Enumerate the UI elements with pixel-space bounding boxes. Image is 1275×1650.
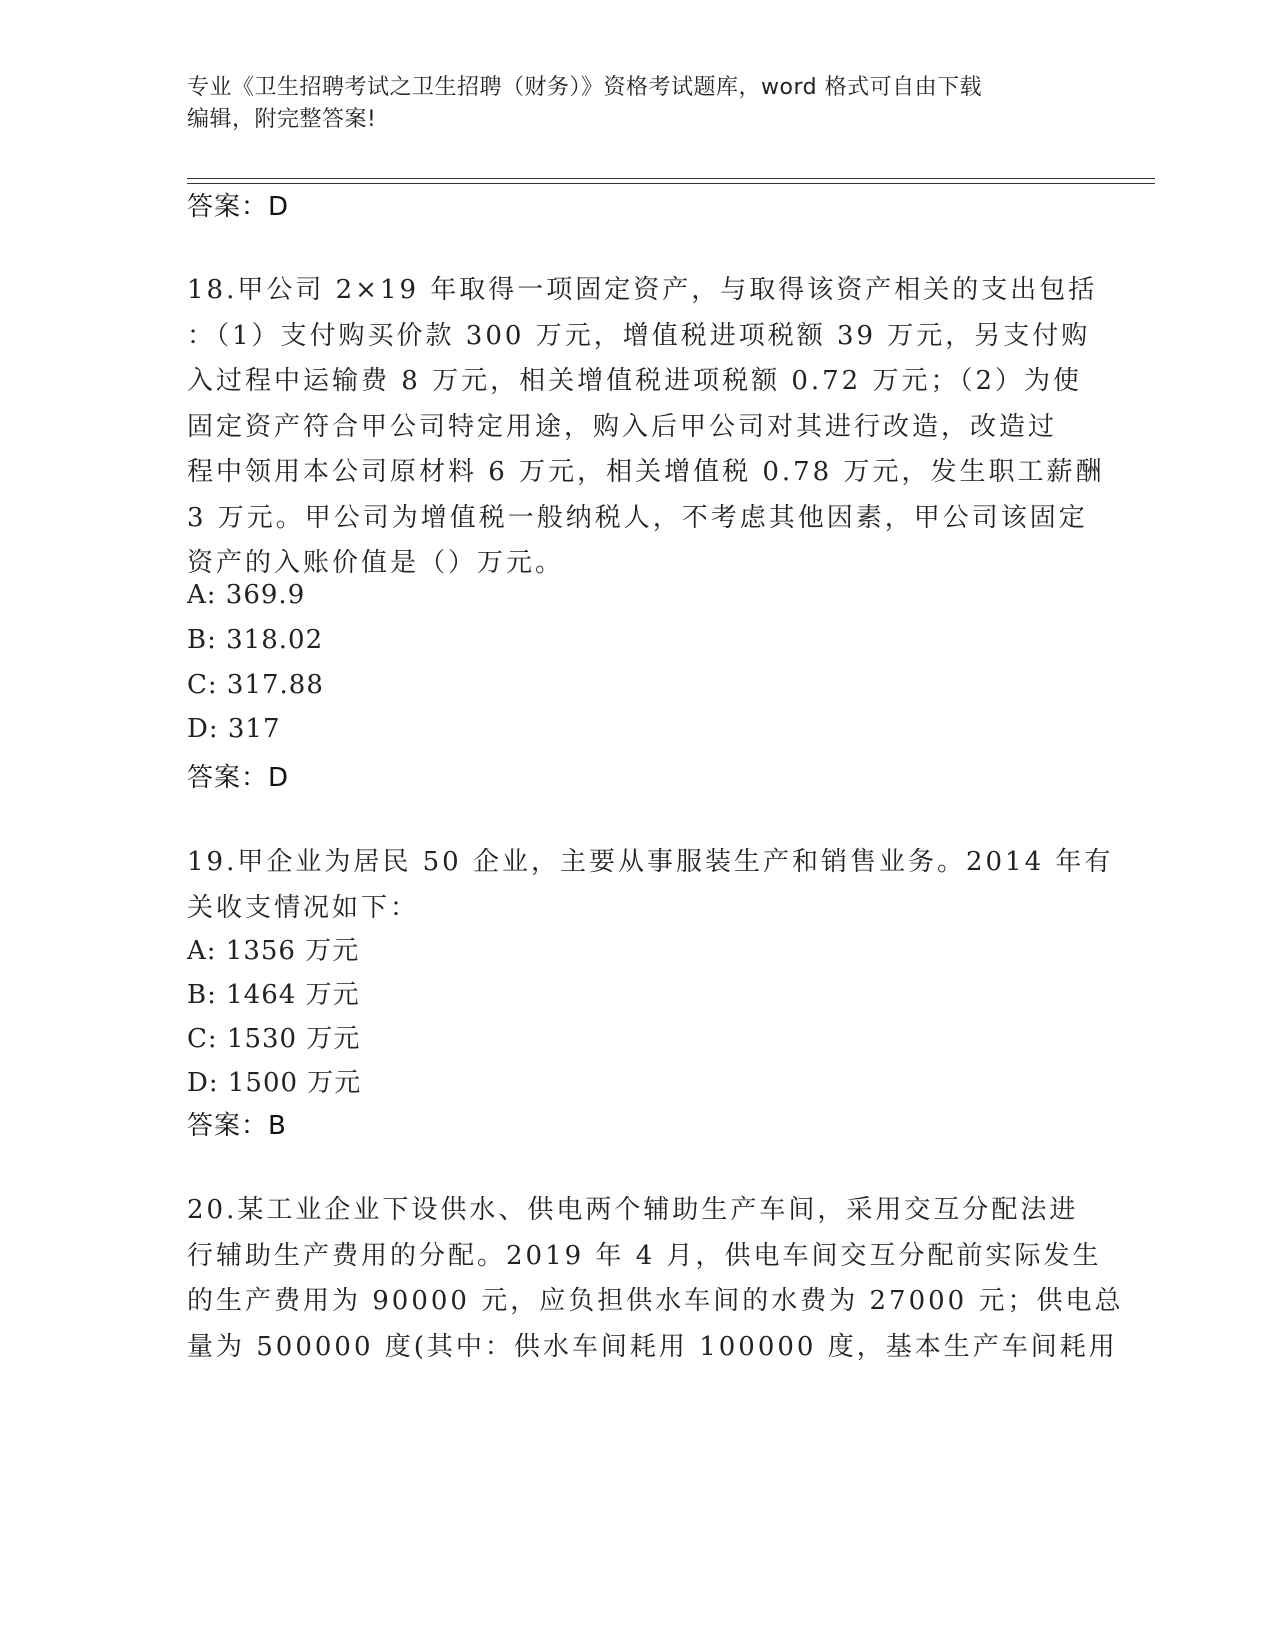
question-20-line: 的生产费用为 90000 元，应负担供水车间的水费为 27000 元；供电总 (187, 1286, 1124, 1316)
question-19-line: 19.甲企业为居民 50 企业，主要从事服装生产和销售业务。2014 年有 (187, 847, 1114, 877)
question-18-answer: 答案：D (187, 763, 290, 793)
question-19-option-b: B: 1464 万元 (187, 980, 360, 1010)
header-divider-bottom (187, 183, 1155, 184)
question-19-text (187, 840, 1114, 931)
question-18-text (187, 268, 1105, 587)
question-20-line: 量为 500000 度(其中：供水车间耗用 100000 度，基本生产车间耗用 (187, 1331, 1118, 1362)
question-20-line: 20.某工业企业下设供水、供电两个辅助生产车间，采用交互分配法进 (187, 1195, 1079, 1225)
header-line-2: 编辑，附完整答案! (187, 107, 377, 132)
question-18-line: ：（1）支付购买价款 300 万元，增值税进项税额 39 万元，另支付购 (187, 320, 1091, 351)
header-line-1: 专业《卫生招聘考试之卫生招聘（财务）》资格考试题库，word 格式可自由下载 (187, 75, 983, 100)
question-19-option-c: C: 1530 万元 (187, 1024, 361, 1054)
question-20-text (187, 1188, 1124, 1370)
question-18-option-c: C: 317.88 (187, 670, 324, 700)
question-18-option-b: B: 318.02 (187, 625, 324, 655)
question-18-line: 入过程中运输费 8 万元，相关增值税进项税额 0.72 万元；（2）为使 (187, 366, 1083, 396)
question-18-line: 资产的入账价值是（）万元。 (187, 548, 565, 578)
question-18-option-d: D: 317 (187, 714, 281, 744)
question-19-option-a: A: 1356 万元 (187, 936, 360, 966)
question-18-line: 18.甲公司 2×19 年取得一项固定资产，与取得该资产相关的支出包括 (187, 275, 1098, 305)
question-19-answer: 答案：B (187, 1111, 287, 1141)
question-18-line: 3 万元。甲公司为增值税一般纳税人，不考虑其他因素，甲公司该固定 (187, 502, 1088, 533)
question-19-line: 关收支情况如下： (187, 892, 420, 923)
previous-answer: 答案：D (187, 192, 290, 222)
question-18-line: 固定资产符合甲公司特定用途，购入后甲公司对其进行改造，改造过 (187, 411, 1058, 442)
document-header (187, 72, 1087, 136)
question-19-option-d: D: 1500 万元 (187, 1068, 362, 1098)
question-20-line: 行辅助生产费用的分配。2019 年 4 月，供电车间交互分配前实际发生 (187, 1240, 1102, 1271)
header-divider-top (187, 178, 1155, 179)
question-18-line: 程中领用本公司原材料 6 万元，相关增值税 0.78 万元，发生职工薪酬 (187, 457, 1105, 487)
question-18-option-a: A: 369.9 (187, 580, 306, 610)
